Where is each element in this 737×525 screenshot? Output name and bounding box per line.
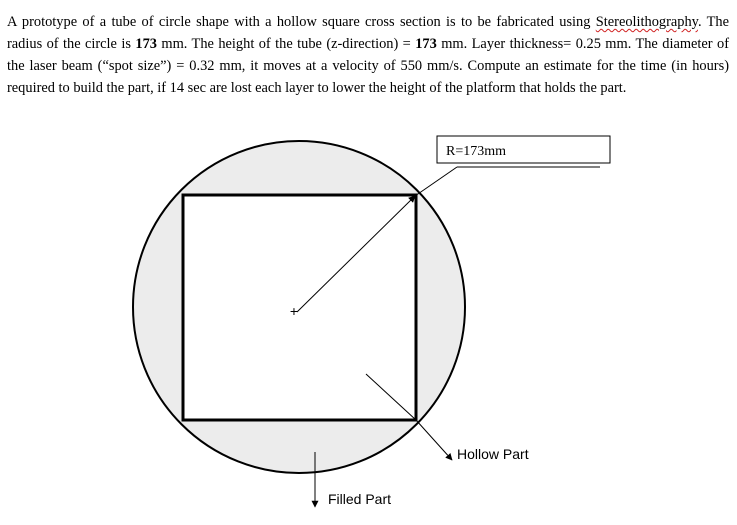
radius-value: 173: [135, 36, 157, 52]
problem-text-4: mm. Layer thickness= 0.25 mm. The diameter of the laser beam (“spot size”) = 0.32 mm, it moves at a velocity of 550 mm/s. Compute an estimate for the time (in hours) required to build the part, if 14 sec are lost each layer to lower the height of the platform that holds the part.: [7, 36, 729, 96]
hollow-label: Hollow Part: [457, 446, 529, 462]
radius-label: R=173mm: [446, 144, 507, 159]
problem-text-2: . The radius of the circle is: [7, 14, 729, 52]
radius-leader: [415, 167, 457, 196]
center-mark: +: [289, 303, 299, 319]
filled-label: Filled Part: [328, 491, 392, 507]
hollow-arrow: [416, 420, 452, 460]
height-value: 173: [415, 36, 437, 52]
problem-text-3: mm. The height of the tube (z-direction) =: [156, 36, 416, 52]
method-term: Stereolithography: [595, 14, 698, 30]
problem-text-1: A prototype of a tube of circle shape with a hollow square cross section is to be fabricated using: [7, 14, 596, 30]
